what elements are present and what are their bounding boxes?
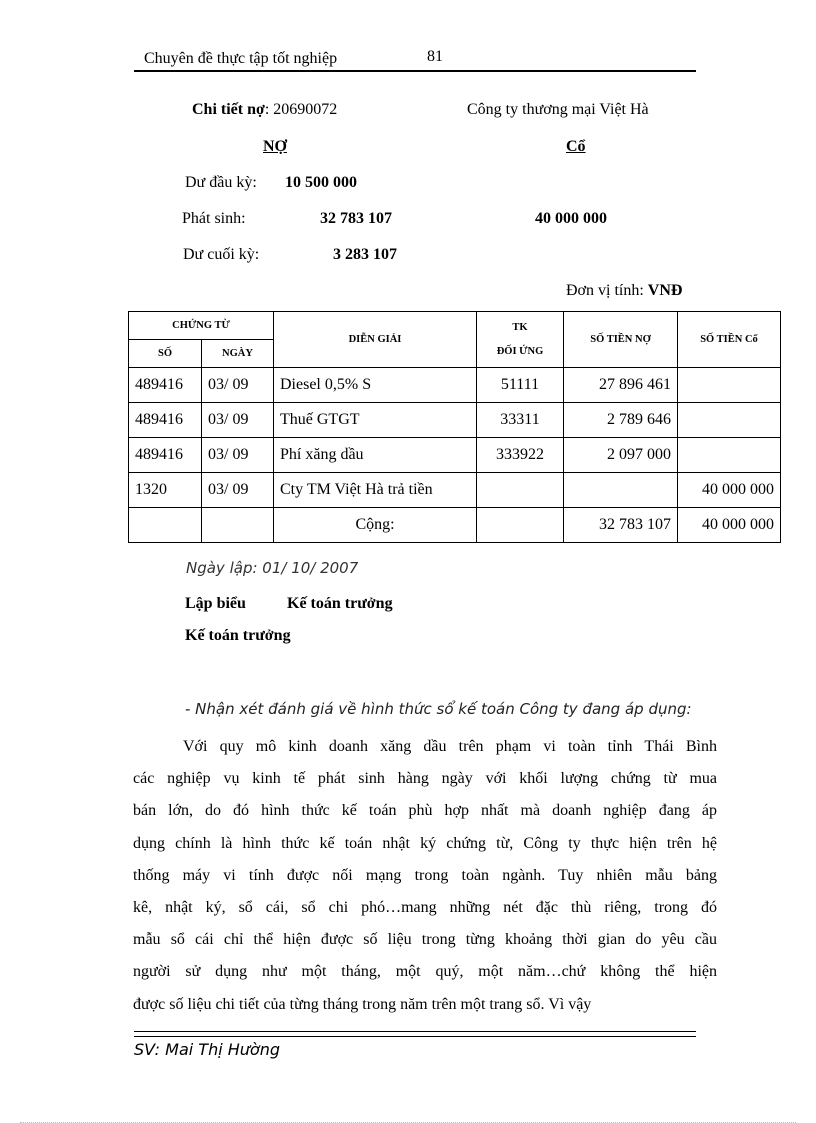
- detail-company: Công ty thương mại Việt Hà: [467, 101, 649, 118]
- cell-empty: [477, 508, 564, 543]
- paragraph-line: dụng chính là hình thức kế toán nhật ký chứng từ, Công ty thực hiện trên hệ: [133, 834, 717, 852]
- cell-account: 51111: [477, 368, 564, 403]
- paragraph-line: được số liệu chi tiết của từng tháng trong năm trên một trang sổ. Vì vậy: [133, 995, 592, 1013]
- remark-heading: - Nhận xét đánh giá về hình thức sổ kế toán Công ty đang áp dụng:: [185, 700, 692, 718]
- cell-description: Phí xăng dầu: [274, 438, 477, 473]
- header-credit: SỐ TIỀN Cổ: [678, 312, 781, 368]
- paragraph-line: Với quy mô kinh doanh xăng dầu trên phạm vi toàn tỉnh Thái Bình: [183, 738, 717, 755]
- table-header-row: [129, 312, 781, 340]
- cell-date: 03/ 09: [202, 473, 274, 508]
- signature-preparer: Lập biểu: [185, 595, 246, 612]
- ledger-table: [128, 311, 781, 543]
- total-debit: 32 783 107: [564, 508, 678, 543]
- arising-label: Phát sinh:: [182, 210, 246, 227]
- unit: [566, 282, 682, 300]
- opening-label: Dư đầu kỳ:: [185, 174, 257, 191]
- cell-empty: [202, 508, 274, 543]
- cell-empty: [129, 508, 202, 543]
- paragraph-line: kê, nhật ký, sổ cái, sổ chi phó…mang những nét đặc thù riêng, trong đó: [133, 899, 717, 917]
- detail-label: Chi tiết nợ: [192, 101, 265, 118]
- table-total-row: [129, 508, 781, 543]
- table-row: [129, 438, 781, 473]
- cell-description: Cty TM Việt Hà trả tiền: [274, 473, 477, 508]
- table-row: [129, 473, 781, 508]
- header-description: DIỄN GIẢI: [274, 312, 477, 368]
- header-account: [477, 312, 564, 368]
- table-row: [129, 403, 781, 438]
- arising-credit: 40 000 000: [535, 210, 607, 227]
- total-label: Cộng:: [274, 508, 477, 543]
- footer-student: SV: Mai Thị Hường: [134, 1040, 280, 1059]
- cell-date: 03/ 09: [202, 403, 274, 438]
- header-voucher: CHỨNG TỪ: [129, 312, 274, 340]
- unit-label: Đơn vị tính:: [566, 282, 644, 299]
- detail-account: [192, 101, 337, 119]
- credit-heading: Cổ: [566, 138, 586, 155]
- paragraph-line: thống máy vi tính được nối mạng trong toàn ngành. Tuy nhiên mẫu bảng: [133, 866, 717, 884]
- cell-description: Thuế GTGT: [274, 403, 477, 438]
- cell-number: 1320: [129, 473, 202, 508]
- header-date: NGÀY: [202, 340, 274, 368]
- paragraph-line: người sử dụng như một tháng, một quý, một năm…chứ không thể hiện: [133, 963, 717, 981]
- closing-value: 3 283 107: [333, 246, 397, 263]
- cell-debit: [564, 473, 678, 508]
- body-paragraph: [133, 731, 717, 1021]
- debit-heading: NỢ: [263, 138, 287, 155]
- cell-credit: 40 000 000: [678, 473, 781, 508]
- closing-label: Dư cuối kỳ:: [183, 246, 260, 263]
- cell-date: 03/ 09: [202, 368, 274, 403]
- header-title: Chuyên đề thực tập tốt nghiệp: [144, 50, 338, 67]
- detail-account-number: : 20690072: [264, 101, 338, 118]
- unit-value: VNĐ: [647, 282, 683, 299]
- cell-number: 489416: [129, 368, 202, 403]
- arising-debit: 32 783 107: [320, 210, 392, 227]
- cell-debit: 2 789 646: [564, 403, 678, 438]
- cell-account: 33311: [477, 403, 564, 438]
- cell-description: Diesel 0,5% S: [274, 368, 477, 403]
- cell-account: [477, 473, 564, 508]
- opening-value: 10 500 000: [285, 174, 357, 191]
- page-number: 81: [427, 48, 443, 65]
- cell-credit: [678, 368, 781, 403]
- signature-chief-accountant-2: Kế toán trưởng: [185, 627, 291, 644]
- cell-credit: [678, 403, 781, 438]
- header-account-tk: TK: [512, 322, 528, 334]
- cell-debit: 2 097 000: [564, 438, 678, 473]
- date-created: Ngày lập: 01/ 10/ 2007: [186, 559, 359, 577]
- header-account-contra: ĐỐI ỨNG: [496, 345, 544, 357]
- signature-chief-accountant: Kế toán trưởng: [287, 595, 393, 612]
- cell-date: 03/ 09: [202, 438, 274, 473]
- header-debit: SỐ TIỀN NỢ: [564, 312, 678, 368]
- footer-divider: [134, 1031, 696, 1037]
- total-credit: 40 000 000: [678, 508, 781, 543]
- page-header: [134, 46, 696, 72]
- paragraph-line: bán lớn, do đó hình thức kế toán phù hợp nhất mà doanh nghiệp đang áp: [133, 802, 717, 820]
- cell-account: 333922: [477, 438, 564, 473]
- table-row: [129, 368, 781, 403]
- cell-credit: [678, 438, 781, 473]
- paragraph-line: các nghiệp vụ kinh tế phát sinh hàng ngày với khối lượng chứng từ mua: [133, 770, 717, 788]
- paragraph-line: mẫu sổ cái chỉ thể hiện được số liệu trong từng khoảng thời gian do yêu cầu: [133, 931, 717, 949]
- header-number: SỐ: [129, 340, 202, 368]
- cell-number: 489416: [129, 403, 202, 438]
- cell-number: 489416: [129, 438, 202, 473]
- cell-debit: 27 896 461: [564, 368, 678, 403]
